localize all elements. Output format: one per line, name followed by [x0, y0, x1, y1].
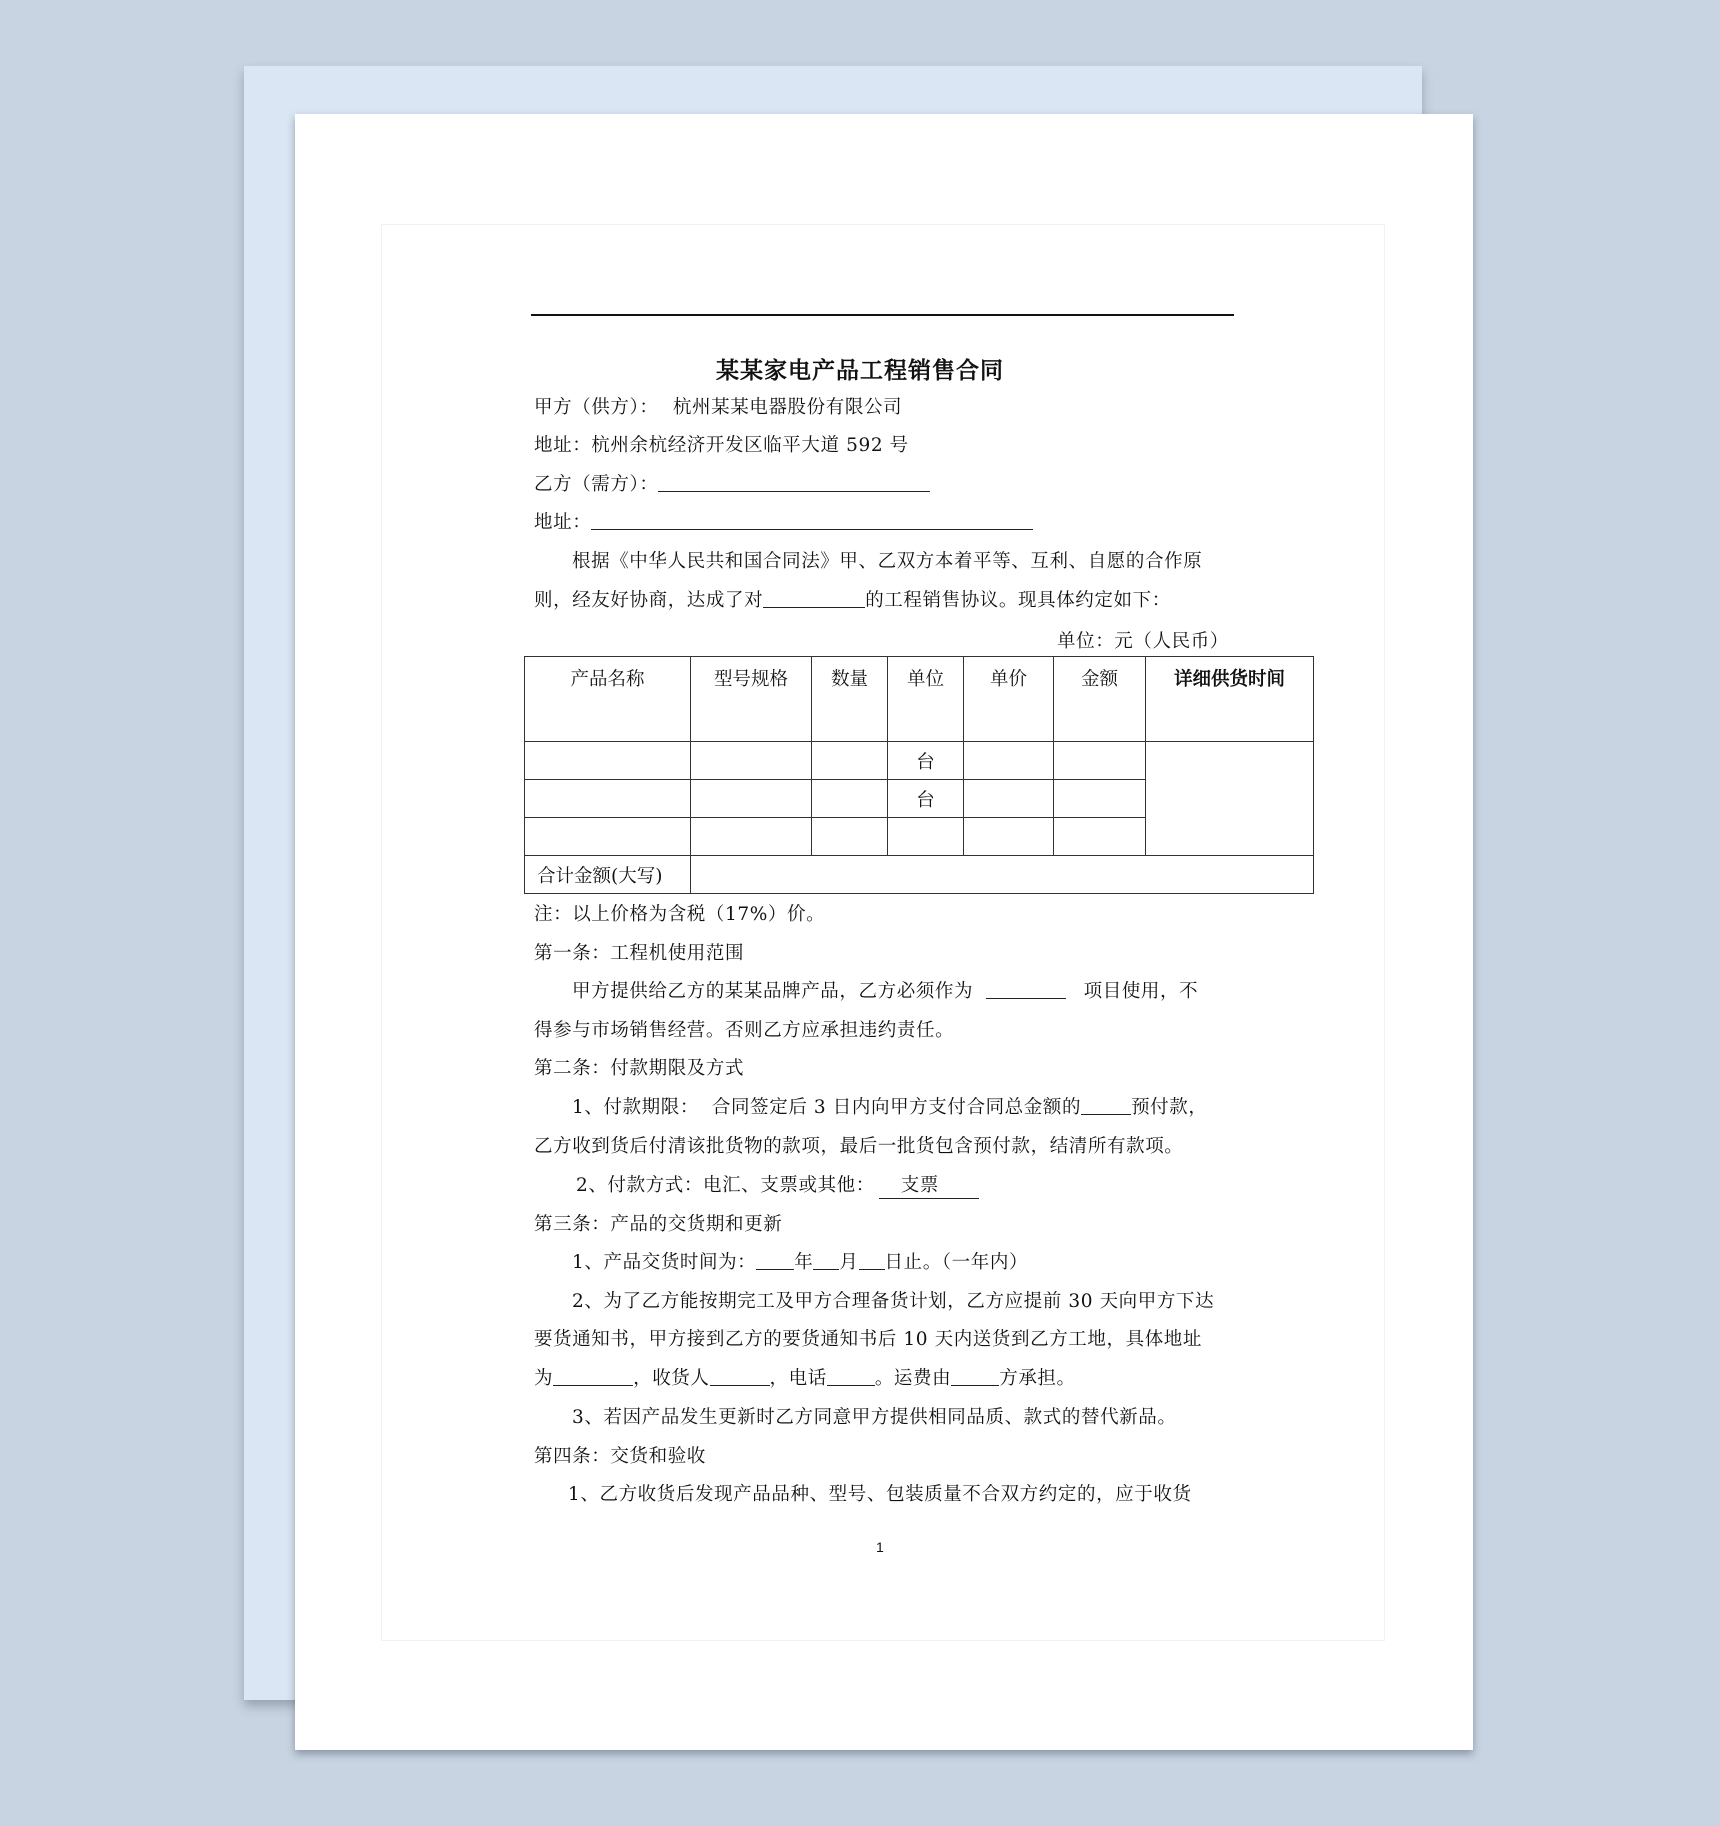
total-label: 合计金额(大写) [525, 856, 691, 894]
col-header-amount: 金额 [1054, 657, 1146, 742]
article-3-item-2-cont-1: 要货通知书，甲方接到乙方的要货通知书后 10 天内送货到乙方工地，具体地址 [534, 1329, 1203, 1350]
table-header-row [525, 657, 1314, 742]
article-3-item-3: 3、若因产品发生更新时乙方同意甲方提供相同品质、款式的替代新品。 [572, 1407, 1177, 1428]
cell-unit[interactable]: 台 [888, 742, 964, 780]
party-b-address-line [534, 511, 1033, 535]
day-blank[interactable] [859, 1251, 885, 1270]
page-number: 1 [876, 1539, 884, 1555]
article-4-title: 第四条：交货和验收 [534, 1446, 706, 1467]
cell-unit[interactable] [888, 818, 964, 856]
payment-method-text: 支票 [900, 1175, 939, 1196]
cell-unit-price[interactable] [964, 742, 1054, 780]
article-2-item-1 [572, 1096, 1207, 1120]
phone-label: ，电话 [769, 1368, 827, 1389]
receiver-blank[interactable] [710, 1367, 770, 1386]
project-blank[interactable] [763, 589, 865, 608]
phone-blank[interactable] [827, 1367, 875, 1386]
goods-table [524, 656, 1314, 894]
receiver-label: ，收货人 [633, 1368, 710, 1389]
party-b-address-label: 地址： [534, 512, 592, 533]
cell-product-name[interactable] [525, 780, 691, 818]
col-header-product-name: 产品名称 [525, 657, 691, 742]
intro-line-2-text-b: 的工程销售协议。现具体约定如下： [865, 590, 1171, 611]
party-a-value: 杭州某某电器股份有限公司 [672, 397, 903, 418]
total-value-cell[interactable] [691, 856, 1314, 894]
tax-note: 注：以上价格为含税（17%）价。 [534, 904, 826, 925]
col-header-delivery-time: 详细供货时间 [1146, 657, 1314, 742]
cell-model[interactable] [691, 742, 812, 780]
intro-line-2-text-a: 则，经友好协商，达成了对 [534, 590, 764, 611]
article-4-item-1: 1、乙方收货后发现产品品种、型号、包装质量不合双方约定的，应于收货 [568, 1484, 1192, 1505]
cell-product-name[interactable] [525, 742, 691, 780]
header-rule [531, 314, 1234, 316]
cell-unit-price[interactable] [964, 818, 1054, 856]
col-header-unit-price: 单价 [964, 657, 1054, 742]
cell-unit-price[interactable] [964, 780, 1054, 818]
col-header-model: 型号规格 [691, 657, 812, 742]
freight-label: 。运费由 [874, 1368, 952, 1389]
year-label: 年 [794, 1252, 814, 1273]
article-2-item-2-text: 2、付款方式：电汇、支票或其他： [576, 1175, 875, 1196]
day-label: 日止。（一年内） [884, 1252, 1029, 1273]
article-2-item-1-cont: 乙方收到货后付清该批货物的款项，最后一批货包含预付款，结清所有款项。 [534, 1136, 1184, 1157]
payment-method-value[interactable] [879, 1174, 979, 1199]
month-label: 月 [839, 1252, 859, 1273]
cell-delivery-time[interactable] [1146, 742, 1314, 856]
document-title: 某某家电产品工程销售合同 [716, 357, 1004, 384]
address-prefix: 为 [534, 1368, 554, 1389]
cell-quantity[interactable] [812, 742, 888, 780]
article-1-para-2: 得参与市场销售经营。否则乙方应承担违约责任。 [534, 1020, 955, 1041]
col-header-quantity: 数量 [812, 657, 888, 742]
article-1-para-1 [572, 980, 1198, 1004]
party-b-line [534, 473, 930, 497]
intro-line-1: 根据《中华人民共和国合同法》甲、乙双方本着平等、互利、自愿的合作原 [572, 551, 1203, 572]
cell-amount[interactable] [1054, 818, 1146, 856]
table-total-row [525, 856, 1314, 894]
article-3-item-1-text: 1、产品交货时间为： [572, 1252, 757, 1273]
article-1-text-a: 甲方提供给乙方的某某品牌产品，乙方必须作为 [572, 981, 974, 1002]
party-b-label: 乙方（需方）： [534, 474, 659, 495]
article-2-item-1-text-b: 预付款， [1131, 1097, 1208, 1118]
prepayment-blank[interactable] [1081, 1096, 1131, 1115]
freight-suffix: 方承担。 [999, 1368, 1076, 1389]
party-a-address: 地址：杭州余杭经济开发区临平大道 592 号 [534, 435, 909, 456]
article-3-item-1 [572, 1251, 1028, 1275]
article-2-title: 第二条：付款期限及方式 [534, 1058, 745, 1079]
cell-amount[interactable] [1054, 742, 1146, 780]
party-a-line [534, 396, 902, 420]
party-b-blank[interactable] [658, 473, 930, 492]
article-3-item-2-cont-2 [534, 1367, 1076, 1391]
cell-product-name[interactable] [525, 818, 691, 856]
article-2-item-1-text-a: 1、付款期限： 合同签定后 3 日内向甲方支付合同总金额的 [572, 1097, 1082, 1118]
article-1-title: 第一条：工程机使用范围 [534, 943, 745, 964]
unit-note: 单位：元（人民币） [1057, 631, 1229, 652]
article-3-item-2: 2、为了乙方能按期完工及甲方合理备货计划，乙方应提前 30 天向甲方下达 [572, 1291, 1215, 1312]
cell-quantity[interactable] [812, 780, 888, 818]
article-2-item-2 [576, 1174, 979, 1199]
table-row [525, 742, 1314, 780]
cell-model[interactable] [691, 780, 812, 818]
cell-unit[interactable]: 台 [888, 780, 964, 818]
col-header-unit: 单位 [888, 657, 964, 742]
cell-quantity[interactable] [812, 818, 888, 856]
month-blank[interactable] [813, 1251, 839, 1270]
delivery-address-blank[interactable] [553, 1367, 633, 1386]
project-use-blank[interactable] [986, 980, 1066, 999]
intro-line-2 [534, 589, 1171, 613]
year-blank[interactable] [756, 1251, 794, 1270]
party-a-label: 甲方（供方）： [534, 397, 659, 418]
cell-model[interactable] [691, 818, 812, 856]
article-3-title: 第三条：产品的交货期和更新 [534, 1214, 783, 1235]
party-b-address-blank[interactable] [591, 511, 1033, 530]
freight-party-blank[interactable] [951, 1367, 999, 1386]
article-1-text-b: 项目使用，不 [1083, 981, 1199, 1002]
cell-amount[interactable] [1054, 780, 1146, 818]
